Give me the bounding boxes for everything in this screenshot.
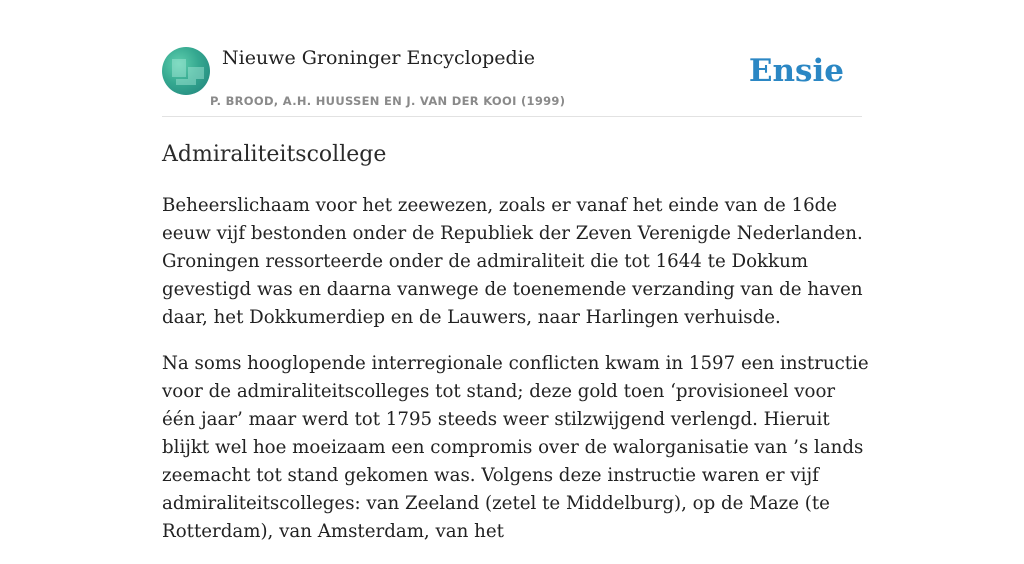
article-paragraph: Na soms hooglopende interregionale conflicten kwam in 1597 een instructie voor de admiraliteitscolleges tot stand; deze gold toen ‘provisioneel voor één jaar’ maar werd tot 1795 steeds weer stilzwijgend verlengd. Hieruit blijkt wel hoe moeizaam een compromis over de walorganisatie van ’s lands zeemacht tot stand gekomen was. Volgens deze instructie waren er vijf admiraliteitscolleges: van Zeeland (zetel te Middelburg), op de Maze (te Rotterdam), van Amsterdam, van het <box>162 353 869 542</box>
book-authors: P. BROOD, A.H. HUUSSEN EN J. VAN DER KOOI (1999) <box>210 94 566 108</box>
ensie-logo[interactable]: Ensie <box>748 53 844 89</box>
book-title[interactable]: Nieuwe Groninger Encyclopedie <box>222 47 536 69</box>
header <box>162 46 862 117</box>
article-title: Admiraliteitscollege <box>162 142 387 167</box>
book-cover-avatar[interactable] <box>162 47 210 95</box>
article-paragraph: Beheerslichaam voor het zeewezen, zoals er vanaf het einde van de 16de eeuw vijf bestonden onder de Republiek der Zeven Verenigde Nederlanden. Groningen ressorteerde onder de admiraliteit die tot 1644 te Dokkum gevestigd was en daarna vanwege de toenemende verzanding van de haven daar, het Dokkumerdiep en de Lauwers, naar Harlingen verhuisde. <box>162 195 863 328</box>
article-body <box>162 192 874 564</box>
